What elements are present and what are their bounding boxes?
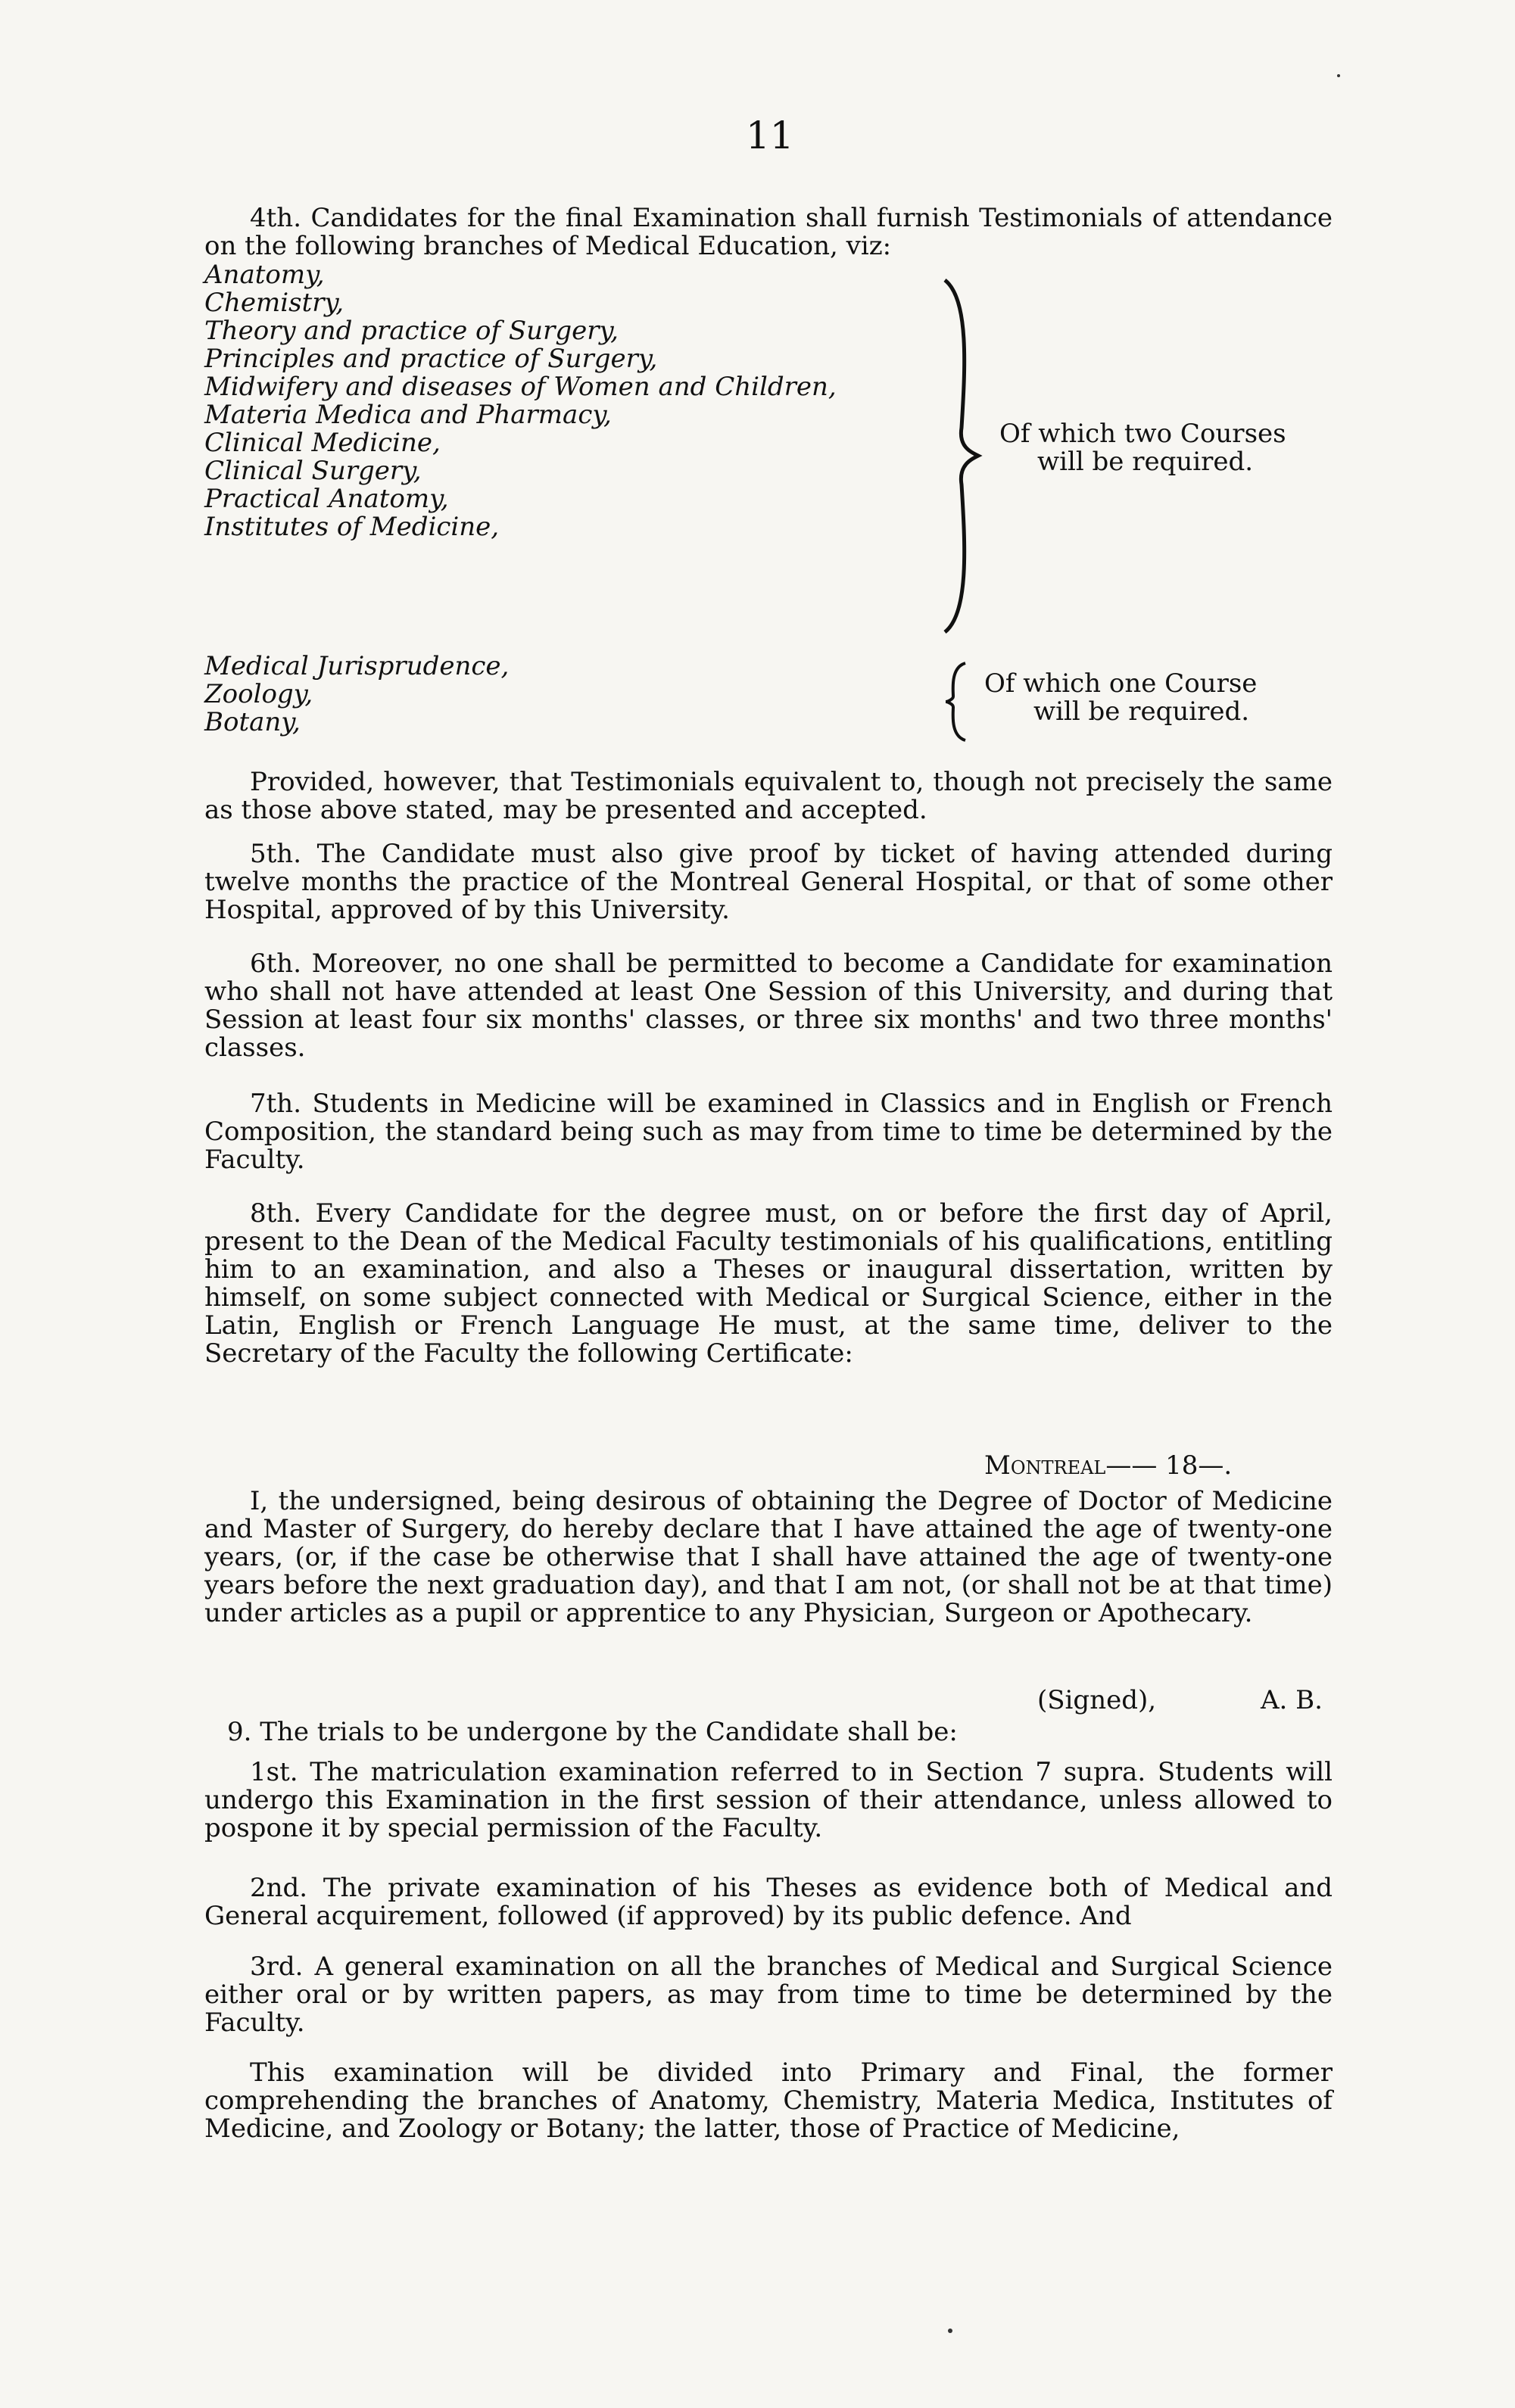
paragraph-this-text: This examination will be divided into Primary and Final, the former comprehending the branches of Anatomy, Chemistry, Materia Medica, Institutes of Medicine, and Zoology or Botany; the latter, those of Practice of Medicine, <box>204 2058 1333 2144</box>
list-one-course <box>204 653 509 737</box>
list-item: Materia Medica and Pharmacy, <box>204 400 612 430</box>
paragraph-provided-text: Provided, however, that Testimonials equivalent to, though not precisely the same as those above stated, may be presented and accepted. <box>204 767 1333 825</box>
paragraph-certificate-text: I, the undersigned, being desirous of obtaining the Degree of Doctor of Medicine and Master of Surgery, do hereby declare that I have attained the age of twenty-one years, (or, if the case be otherwise that I shall have attained the age of twenty-one years before the next graduation day), and that I am not, (or shall not be at that time) under articles as a pupil or apprentice to any Physician, Surgeon or Apothecary. <box>204 1486 1333 1628</box>
paragraph-1st <box>204 1758 1333 1843</box>
paragraph-8th <box>204 1200 1333 1368</box>
paragraph-this-examination <box>204 2059 1333 2143</box>
paragraph-8th-text: 8th. Every Candidate for the degree must, on or before the first day of April, present to the Dean of the Medical Faculty testimonials of his qualifications, entitling him to an examination, and also a Theses or inaugural dissertation, written by himself, on some subject connected with Medical or Surgical Science, either in the Latin, English or French Language He must, at the same time, deliver to the Secretary of the Faculty the following Certificate: <box>204 1198 1333 1369</box>
paragraph-6th <box>204 950 1333 1062</box>
list-item: Institutes of Medicine, <box>204 512 500 542</box>
paragraph-certificate <box>204 1487 1333 1628</box>
list-item: Principles and practice of Surgery, <box>204 344 658 374</box>
scan-speck <box>948 2329 952 2333</box>
paragraph-9-text: 9. The trials to be undergone by the Candidate shall be: <box>227 1717 958 1747</box>
brace-two-courses <box>939 276 984 636</box>
paragraph-5th-text: 5th. The Candidate must also give proof by ticket of having attended during twelve months the practice of the Montreal General Hospital, or that of some other Hospital, approved of by this University. <box>204 839 1333 925</box>
list-two-courses <box>204 261 837 541</box>
list-item: Chemistry, <box>204 288 344 318</box>
place-date: Montreal—— 18—. <box>984 1450 1233 1481</box>
paragraph-4th-text: 4th. Candidates for the final Examination shall furnish Testimonials of attendance on the following branches of Medical Education, viz: <box>204 203 1333 261</box>
scan-speck <box>1337 74 1340 77</box>
paragraph-9 <box>204 1718 1333 1746</box>
paragraph-7th-text: 7th. Students in Medicine will be examined in Classics and in English or French Composition, the standard being such as may from time to time be determined by the Faculty. <box>204 1089 1333 1175</box>
paragraph-5th <box>204 840 1333 924</box>
list-item: Theory and practice of Surgery, <box>204 316 619 346</box>
signed-label: (Signed), <box>1037 1685 1157 1715</box>
paragraph-provided <box>204 768 1333 824</box>
list-item: Clinical Medicine, <box>204 428 441 458</box>
page-number: 11 <box>746 114 794 157</box>
list-item: Anatomy, <box>204 260 325 290</box>
note-two-courses-1: Of which two Courses <box>999 419 1286 449</box>
list-item: Zoology, <box>204 679 313 709</box>
paragraph-6th-text: 6th. Moreover, no one shall be permitted to become a Candidate for examination who shall not have attended at least One Session of this University, and during that Session at least four six months' classes, or three six months' and two three months' classes. <box>204 949 1333 1063</box>
note-one-course-2: will be required. <box>1033 696 1250 727</box>
list-item: Botany, <box>204 707 301 737</box>
list-item: Medical Jurisprudence, <box>204 651 510 681</box>
paragraph-2nd <box>204 1874 1333 1930</box>
signature-initials: A. B. <box>1261 1685 1323 1715</box>
paragraph-3rd-text: 3rd. A general examination on all the branches of Medical and Surgical Science either oral or by written papers, as may from time to time be determined by the Faculty. <box>204 1952 1333 2038</box>
paragraph-4th <box>204 204 1333 260</box>
list-item: Practical Anatomy, <box>204 484 449 514</box>
paragraph-3rd <box>204 1953 1333 2037</box>
note-two-courses-2: will be required. <box>1037 447 1254 477</box>
list-item: Clinical Surgery, <box>204 456 422 486</box>
brace-one-course <box>943 660 973 743</box>
list-item: Midwifery and diseases of Women and Children, <box>204 372 837 402</box>
paragraph-1st-text: 1st. The matriculation examination referred to in Section 7 supra. Students will undergo this Examination in the first session of their attendance, unless allowed to pospone it by special permission of the Faculty. <box>204 1757 1333 1843</box>
paragraph-7th <box>204 1090 1333 1174</box>
note-one-course-1: Of which one Course <box>984 668 1258 699</box>
paragraph-2nd-text: 2nd. The private examination of his Theses as evidence both of Medical and General acquirement, followed (if approved) by its public defence. And <box>204 1873 1333 1931</box>
